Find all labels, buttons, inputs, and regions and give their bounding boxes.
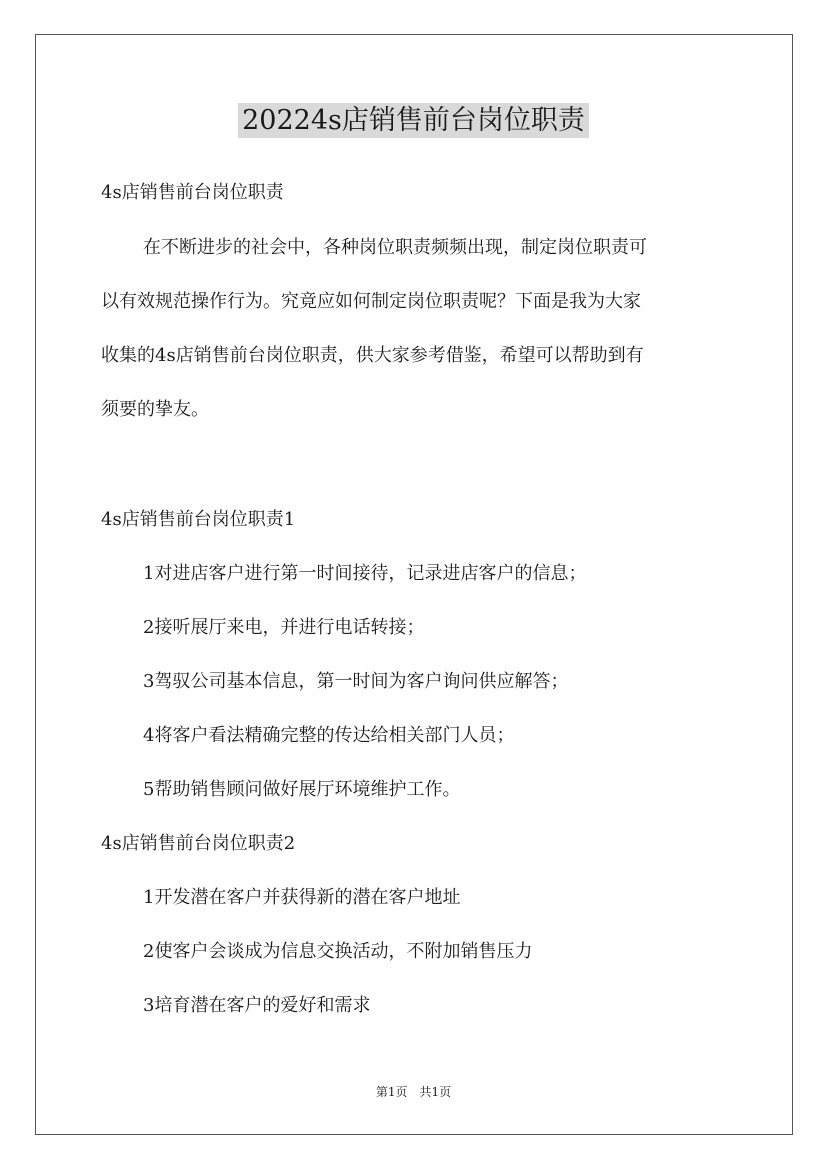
intro-line: 须要的挚友。 [101,399,209,420]
intro-line: 在不断进步的社会中，各种岗位职责频频出现，制定岗位职责可 [143,237,647,258]
intro-line: 以有效规范操作行为。究竟应如何制定岗位职责呢？下面是我为大家 [101,291,641,312]
list-item: 1对进店客户进行第一时间接待，记录进店客户的信息； [143,563,587,584]
list-item: 1开发潜在客户并获得新的潜在客户地址 [143,887,461,908]
section-heading: 4s店销售前台岗位职责2 [101,833,296,854]
section-heading: 4s店销售前台岗位职责1 [101,509,296,530]
list-item: 3驾驭公司基本信息，第一时间为客户询问供应解答； [143,671,569,692]
list-item: 4将客户看法精确完整的传达给相关部门人员； [143,725,515,746]
document-subtitle: 4s店销售前台岗位职责 [101,182,284,203]
list-item: 2使客户会谈成为信息交换活动，不附加销售压力 [143,941,533,962]
page-total: 共1页 [419,1085,452,1099]
list-item: 5帮助销售顾问做好展厅环境维护工作。 [143,779,461,800]
page-number: 第1页 [375,1085,408,1099]
list-item: 2接听展厅来电，并进行电话转接； [143,617,425,638]
document-title [0,100,827,142]
intro-line: 收集的4s店销售前台岗位职责，供大家参考借鉴，希望可以帮助到有 [101,345,644,366]
list-item: 3培育潜在客户的爱好和需求 [143,995,371,1016]
page-footer [0,1084,827,1100]
document-title-text: 20224s店销售前台岗位职责 [238,103,589,138]
